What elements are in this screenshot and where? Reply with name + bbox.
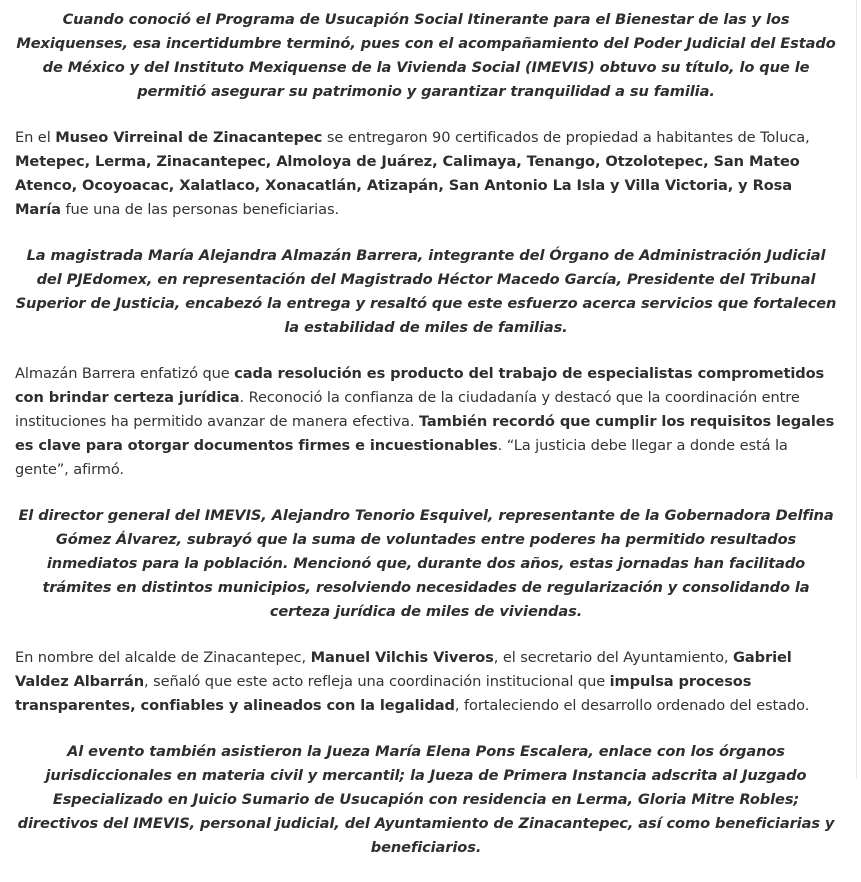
paragraph-magistrate-quote: La magistrada María Alejandra Almazán Barrera, integrante del Órgano de Administración Judicial del PJEdomex, en representación del Magistrado Héctor Macedo García, Presidente del Tribunal Superior de Justicia, encabezó la entrega y resaltó que este esfuerzo acerca servicios que fortalecen la estabilidad de miles de familias. [15,247,837,336]
text-span: fue una de las personas beneficiarias. [60,201,339,218]
bold-requirements: También recordó que cumplir los requisitos legales es clave para otorgar documentos firmes e incuestionables [15,413,835,454]
bold-mayor-name: Manuel Vilchis Viveros [310,649,494,666]
text-span: se entregaron 90 certificados de propiedad a habitantes de Toluca, [322,129,810,146]
paragraph-intro-quote: Cuando conoció el Programa de Usucapión Social Itinerante para el Bienestar de las y los Mexiquenses, esa incertidumbre terminó, pues con el acompañamiento del Poder Judicial del Estado de México y del Instituto Mexiquense de la Vivienda Social (IMEVIS) obtuvo su título, lo que le permitió asegurar su patrimonio y garantizar tranquilidad a su familia. [16,11,836,100]
text-span: . “La justicia debe llegar a donde está la gente”, afirmó. [15,437,788,478]
paragraph-zinacantepec [15,646,837,718]
paragraph-attendees: Al evento también asistieron la Jueza María Elena Pons Escalera, enlace con los órganos jurisdiccionales en materia civil y mercantil; la Jueza de Primera Instancia adscrita al Juzgado Especializado en Juicio Sumario de Usucapión con residencia en Lerma, Gloria Mitre Robles; directivos del IMEVIS, personal judicial, del Ayuntamiento de Zinacantepec, así como beneficiarias y beneficiarios. [17,743,835,856]
bold-resolution: cada resolución es producto del trabajo de especialistas comprometidos con brindar certeza jurídica [15,365,825,406]
paragraph-almazan [15,362,837,482]
bold-municipalities: Metepec, Lerma, Zinacantepec, Almoloya de Juárez, Calimaya, Tenango, Otzolotepec, San Mateo Atenco, Ocoyoacac, Xalatlaco, Xonacatlán, Atizapán, San Antonio La Isla y Villa Victoria, y Rosa María [15,153,800,218]
text-span: En el [15,129,56,146]
bold-processes: impulsa procesos transparentes, confiables y alineados con la legalidad [15,673,752,714]
text-span: Almazán Barrera enfatizó que [15,365,235,382]
text-span: , señaló que este acto refleja una coordinación institucional que [144,673,610,690]
paragraph-imevis-director: El director general del IMEVIS, Alejandro Tenorio Esquivel, representante de la Gobernadora Delfina Gómez Álvarez, subrayó que la suma de voluntades entre poderes ha permitido resultados inmediatos para la población. Mencionó que, durante dos años, estas jornadas han facilitado trámites en distintos municipios, resolviendo necesidades de regularización y consolidando la certeza jurídica de miles de viviendas. [18,507,834,620]
paragraph-certificates [15,126,837,222]
bold-venue: Museo Virreinal de Zinacantepec [55,129,323,146]
text-span: . Reconoció la confianza de la ciudadanía y destacó que la coordinación entre instituciones ha permitido avanzar de manera efectiva. [15,389,800,430]
bold-secretary-name: Gabriel Valdez Albarrán [15,649,792,690]
article-body [15,8,837,882]
text-span: , fortaleciendo el desarrollo ordenado del estado. [454,697,810,714]
page-right-border [856,0,857,779]
text-span: , el secretario del Ayuntamiento, [493,649,734,666]
text-span: En nombre del alcalde de Zinacantepec, [15,649,311,666]
